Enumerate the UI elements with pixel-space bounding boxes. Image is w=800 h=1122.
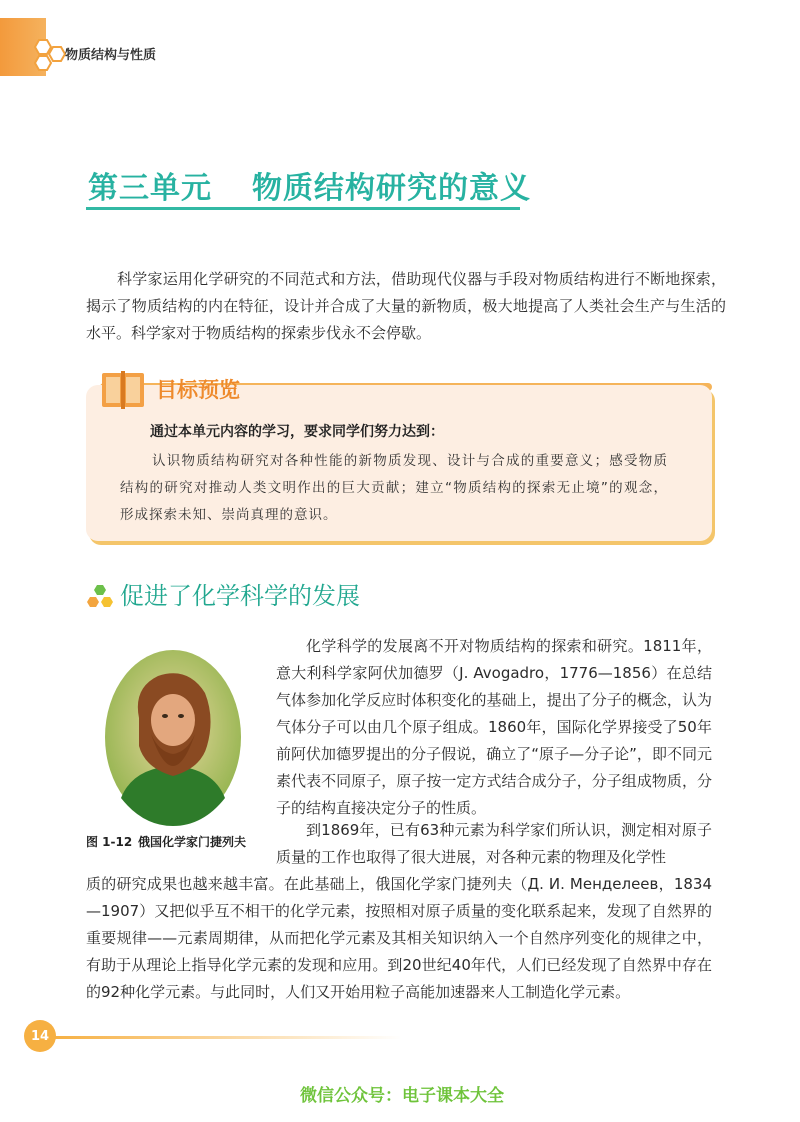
- section-title: 促进了化学科学的发展: [120, 582, 360, 610]
- body-paragraph-1: 化学科学的发展离不开对物质结构的探索和研究。1811年，意大利科学家阿伏加德罗（J. Avogadro，1776—1856）在总结气体参加化学反应时体积变化的基础上，提出了分子的概念，认为气体分子可以由几个原子组成。1860年，国际化学界接受了50年前阿伏加德罗提出的分子假说，确立了“原子—分子论”，即不同元素代表不同原子，原子按一定方式结合成分子，分子组成物质，分子的结构直接决定分子的性质。: [276, 637, 712, 817]
- figure-number: 图 1-12: [86, 835, 133, 849]
- wechat-watermark: 微信公众号：电子课本大全: [300, 1086, 504, 1106]
- unit-name: 物质结构研究的意义: [252, 171, 531, 206]
- open-book-icon: [98, 369, 148, 411]
- unit-title: [88, 163, 531, 207]
- goal-lead: 通过本单元内容的学习，要求同学们努力达到：: [150, 424, 444, 440]
- page-rule: [52, 1036, 402, 1039]
- page-number: 14: [24, 1020, 56, 1052]
- unit-number: 第三单元: [88, 171, 212, 206]
- mendeleev-portrait: [103, 648, 243, 826]
- intro-paragraph: 科学家运用化学研究的不同范式和方法，借助现代仪器与手段对物质结构进行不断地探索，揭示了物质结构的内在特征，设计并合成了大量的新物质，极大地提高了人类社会生产与生活的水平。科学家对于物质结构的探索步伐永不会停歇。: [86, 270, 726, 342]
- body-paragraph-2-continued: 质的研究成果也越来越丰富。在此基础上，俄国化学家门捷列夫（Д. И. Менделеев，1834—1907）又把似乎互不相干的化学元素，按照相对原子质量的变化联系起来，发现了自然界的重要规律——元素周期律，从而把化学元素及其相关知识纳入一个自然序列变化的规律之中，有助于从理论上指导化学元素的发现和应用。到20世纪40年代，人们已经发现了自然界中存在的92种化学元素。与此同时，人们又开始用粒子高能加速器来人工制造化学元素。: [86, 875, 712, 1001]
- goal-body: 认识物质结构研究对各种性能的新物质发现、设计与合成的重要意义；感受物质结构的研究对推动人类文明作出的巨大贡献；建立“物质结构的探索无止境”的观念，形成探索未知、崇尚真理的意识。: [120, 453, 668, 523]
- goal-heading: 目标预览: [156, 378, 240, 402]
- title-underline: [86, 207, 520, 210]
- body-paragraph-2-start: 到1869年，已有63种元素为科学家们所认识，测定相对原子质量的工作也取得了很大进展，对各种元素的物理及化学性: [276, 821, 712, 866]
- book-title: 物质结构与性质: [65, 48, 157, 63]
- hexagon-logo-icon: [28, 38, 70, 76]
- hexagon-cluster-icon: [86, 584, 116, 610]
- figure-caption: 俄国化学家门捷列夫: [138, 835, 247, 849]
